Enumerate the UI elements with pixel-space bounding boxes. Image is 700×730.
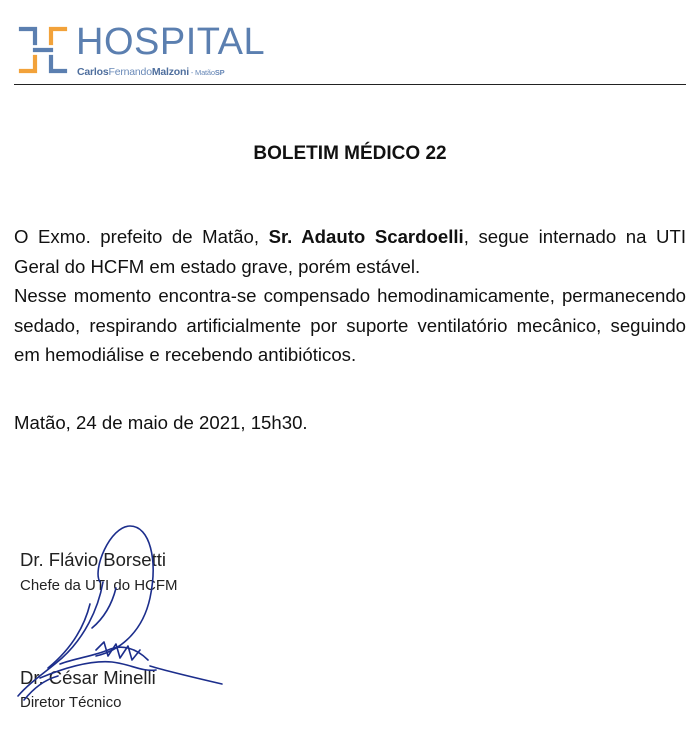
patient-name: Sr. Adauto Scardoelli (268, 226, 464, 247)
logo-sub-state: SP (214, 68, 225, 77)
signatory-1-role: Chefe da UTI do HCFM (20, 577, 178, 594)
logo-title: HOSPITAL (76, 21, 266, 63)
bulletin-body (14, 222, 686, 370)
logo-sub-middle-name: Fernando (108, 66, 152, 78)
date-line: Matão, 24 de maio de 2021, 15h30. (14, 412, 308, 433)
signatory-2-role: Diretor Técnico (20, 694, 122, 711)
logo-subtitle (77, 66, 224, 79)
signatory-2-name: Dr. César Minelli (20, 667, 156, 688)
hospital-header (14, 22, 686, 84)
logo-sub-city: - Matão (188, 68, 215, 77)
paragraph-status-intro: O Exmo. prefeito de Matão, (14, 226, 269, 247)
paragraph-condition: Nesse momento encontra-se compensado hemodinamicamente, permanecendo sedado, respirando artificialmente por suporte ventilatório mecânico, seguindo em hemodiálise e recebendo antibióticos. (14, 285, 686, 365)
signatory-1-name: Dr. Flávio Borsetti (20, 549, 166, 570)
logo-sub-first-name: Carlos (77, 66, 109, 78)
paragraph-status (14, 222, 686, 281)
hospital-logo-icon (18, 24, 68, 76)
logo-sub-last-name: Malzoni (151, 66, 189, 78)
header-divider (14, 84, 686, 85)
bulletin-title: BOLETIM MÉDICO 22 (253, 143, 447, 164)
paragraph-status-rest: , segue internado na UTI Geral do HCFM em estado grave, porém estável. (14, 226, 686, 277)
